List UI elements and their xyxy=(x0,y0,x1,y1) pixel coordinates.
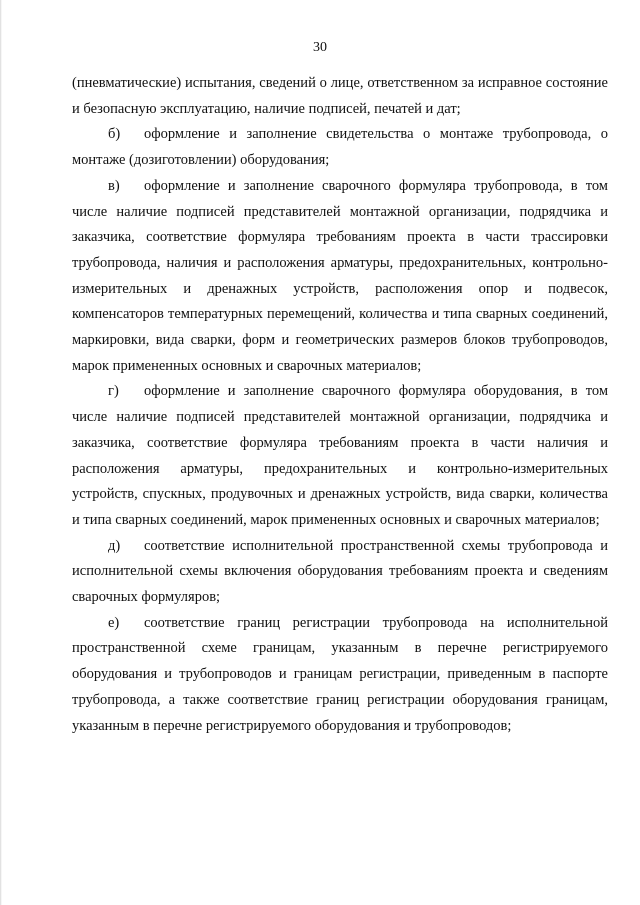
list-marker: б) xyxy=(108,126,121,143)
list-item-b xyxy=(72,122,608,173)
paragraph-text: (пневматические) испытания, сведений о лице, ответственном за исправное состояние и безопасную эксплуатацию, наличие подписей, печатей и дат; xyxy=(72,75,608,117)
list-marker: д) xyxy=(108,537,121,554)
paragraph-text: соответствие границ регистрации трубопровода на исполнительной пространственной схеме границам, указанным в перечне регистрируемого оборудования и трубопроводов и границам регистрации, приведенным в паспорте трубопровода, а также соответствие границ регистрации оборудования границам, указанным в перечне регистрируемого оборудования и трубопроводов; xyxy=(72,614,608,734)
list-item-g xyxy=(72,379,608,533)
paragraph-text: оформление и заполнение сварочного формуляра трубопровода, в том числе наличие подписей представителей монтажной организации, подрядчика и заказчика, соответствие формуляра требованиям проекта в части трассировки трубопровода, наличия и расположения арматуры, предохранительных, контрольно-измерительных и дренажных устройств, расположения опор и подвесок, компенсаторов температурных перемещений, количества и типа сварных соединений, маркировки, вида сварки, форм и геометрических размеров блоков трубопроводов, марок примененных основных и сварочных материалов; xyxy=(72,177,608,374)
list-item-d xyxy=(72,534,608,611)
scan-edge-shadow xyxy=(0,0,2,905)
list-marker: в) xyxy=(108,177,120,194)
paragraph-text: оформление и заполнение сварочного формуляра оборудования, в том числе наличие подписей представителей монтажной организации, подрядчика и заказчика, соответствие формуляра требованиям проекта в части наличия и расположения арматуры, предохранительных и контрольно-измерительных устройств, спускных, продувочных и дренажных устройств, вида сварки, количества и типа сварных соединений, марок примененных основных и сварочных материалов; xyxy=(72,383,608,528)
list-item-e xyxy=(72,611,608,740)
paragraph-text: соответствие исполнительной пространственной схемы трубопровода и исполнительной схемы включения оборудования требованиям проекта и сведениям сварочных формуляров; xyxy=(72,537,608,606)
list-item-v xyxy=(72,174,608,380)
paragraph-continuation xyxy=(72,71,608,122)
list-marker: г) xyxy=(108,383,119,400)
paragraph-text: оформление и заполнение свидетельства о монтаже трубопровода, о монтаже (дозиготовлении) оборудования; xyxy=(72,126,608,169)
list-marker: е) xyxy=(108,614,120,631)
page-number: 30 xyxy=(313,40,327,55)
document-body xyxy=(72,71,608,739)
